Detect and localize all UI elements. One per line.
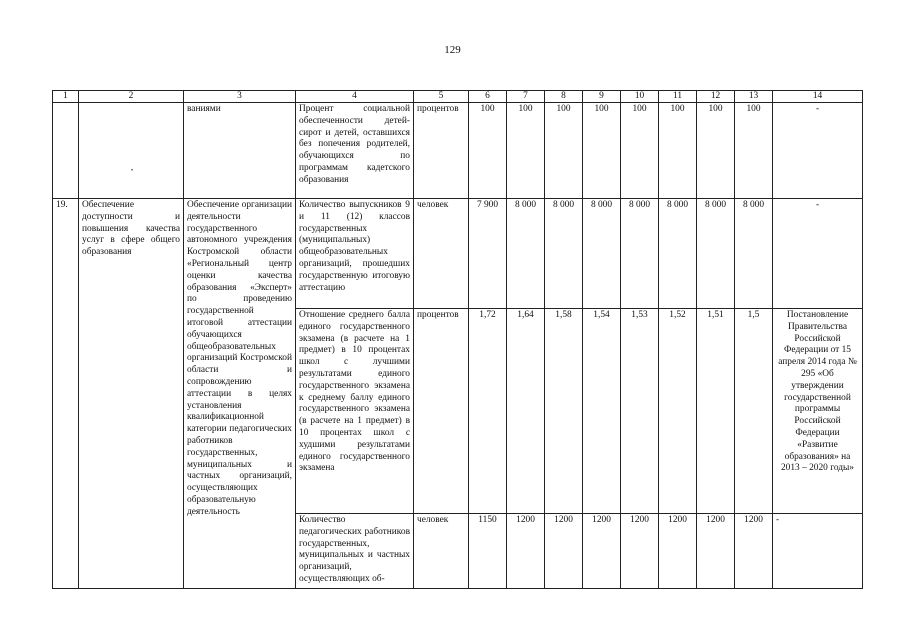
value-cell: 7 900 (469, 199, 507, 309)
value-cell: 1,5 (735, 309, 773, 514)
value-cell: 1,64 (507, 309, 545, 514)
value-cell: 1,58 (545, 309, 583, 514)
value-cell: 100 (659, 103, 697, 199)
page-number: 129 (444, 44, 461, 56)
value-cell: 100 (621, 103, 659, 199)
value-cell: 1200 (621, 514, 659, 589)
value-cell: 1,72 (469, 309, 507, 514)
value-cell: 1200 (545, 514, 583, 589)
indicator-cell: Отношение среднего балла единого государственного экзамена (в расчете на 1 предмет) в 10 процентах школ с лучшими результатами единого государственного экзамена к среднему баллу единого государственного экзамена (в расчете на 1 предмет) в 10 процентах школ с худшими результатами единого государственного экзамена (296, 309, 414, 514)
value-cell: 100 (545, 103, 583, 199)
header-cell: 2 (79, 91, 184, 103)
legal-basis-cell: - (773, 514, 863, 589)
value-cell: 8 000 (583, 199, 621, 309)
value-cell: 1,53 (621, 309, 659, 514)
header-cell: 10 (621, 91, 659, 103)
header-cell: 14 (773, 91, 863, 103)
header-cell: 12 (697, 91, 735, 103)
header-cell: 6 (469, 91, 507, 103)
measure-cell: ваниями (184, 103, 296, 199)
row-number-cell: 19. (53, 199, 79, 589)
value-cell: 8 000 (735, 199, 773, 309)
legal-basis-cell: - (773, 199, 863, 309)
indicator-cell: Количество педагогических работников государственных, муниципальных и частных организаций, осуществляющих об- (296, 514, 414, 589)
activity-cell: Обеспечение доступности и повышения качества услуг в сфере общего образования (79, 199, 184, 589)
value-cell: 1200 (735, 514, 773, 589)
header-cell: 4 (296, 91, 414, 103)
value-cell: 100 (735, 103, 773, 199)
header-cell: 7 (507, 91, 545, 103)
value-cell: 100 (469, 103, 507, 199)
value-cell: 100 (507, 103, 545, 199)
value-cell: 8 000 (545, 199, 583, 309)
indicator-cell: Количество выпускников 9 и 11 (12) классов государственных (муниципальных) общеобразовательных организаций, прошедших государственную итоговую аттестацию (296, 199, 414, 309)
value-cell: 100 (697, 103, 735, 199)
indicator-cell: Процент социальной обеспеченности детей-сирот и детей, оставшихся без попечения родителей, обучающихся по программам кадетского образования (296, 103, 414, 199)
legal-basis-cell: - (773, 103, 863, 199)
value-cell: 1200 (583, 514, 621, 589)
header-cell: 11 (659, 91, 697, 103)
header-cell: 1 (53, 91, 79, 103)
value-cell: 100 (583, 103, 621, 199)
header-cell: 5 (414, 91, 469, 103)
legal-basis-cell: Постановление Правительства Российской Федерации от 15 апреля 2014 года № 295 «Об утверждении государственной программы Российской Федерации «Развитие образования» на 2013 – 2020 годы» (773, 309, 863, 514)
measure-cell: Обеспечение организации деятельности государственного автономного учреждения Костромской области «Региональный центр оценки качества образования «Эксперт» по проведению государственной итоговой аттестации обучающихся общеобразовательных организаций Костромской области и сопровождению аттестации в целях установления квалификационной категории педагогических работников государственных, муниципальных и частных организаций, осуществляющих образовательную деятельность (184, 199, 296, 589)
value-cell: 1200 (697, 514, 735, 589)
value-cell: 8 000 (697, 199, 735, 309)
header-cell: 13 (735, 91, 773, 103)
header-cell: 8 (545, 91, 583, 103)
value-cell: 1,54 (583, 309, 621, 514)
value-cell: 1150 (469, 514, 507, 589)
table-row (53, 199, 863, 309)
value-cell: 1,51 (697, 309, 735, 514)
unit-cell: человек (414, 199, 469, 309)
value-cell: 8 000 (659, 199, 697, 309)
header-cell: 9 (583, 91, 621, 103)
value-cell: 1200 (659, 514, 697, 589)
value-cell: 8 000 (507, 199, 545, 309)
header-cell: 3 (184, 91, 296, 103)
unit-cell: процентов (414, 309, 469, 514)
table-row (53, 103, 863, 199)
unit-cell: человек (414, 514, 469, 589)
row-number-cell (53, 103, 79, 199)
stray-mark: • (131, 168, 134, 174)
value-cell: 1,52 (659, 309, 697, 514)
activity-cell (79, 103, 184, 199)
indicator-table (52, 90, 863, 589)
unit-cell: процентов (414, 103, 469, 199)
value-cell: 1200 (507, 514, 545, 589)
value-cell: 8 000 (621, 199, 659, 309)
column-number-row (53, 91, 863, 103)
